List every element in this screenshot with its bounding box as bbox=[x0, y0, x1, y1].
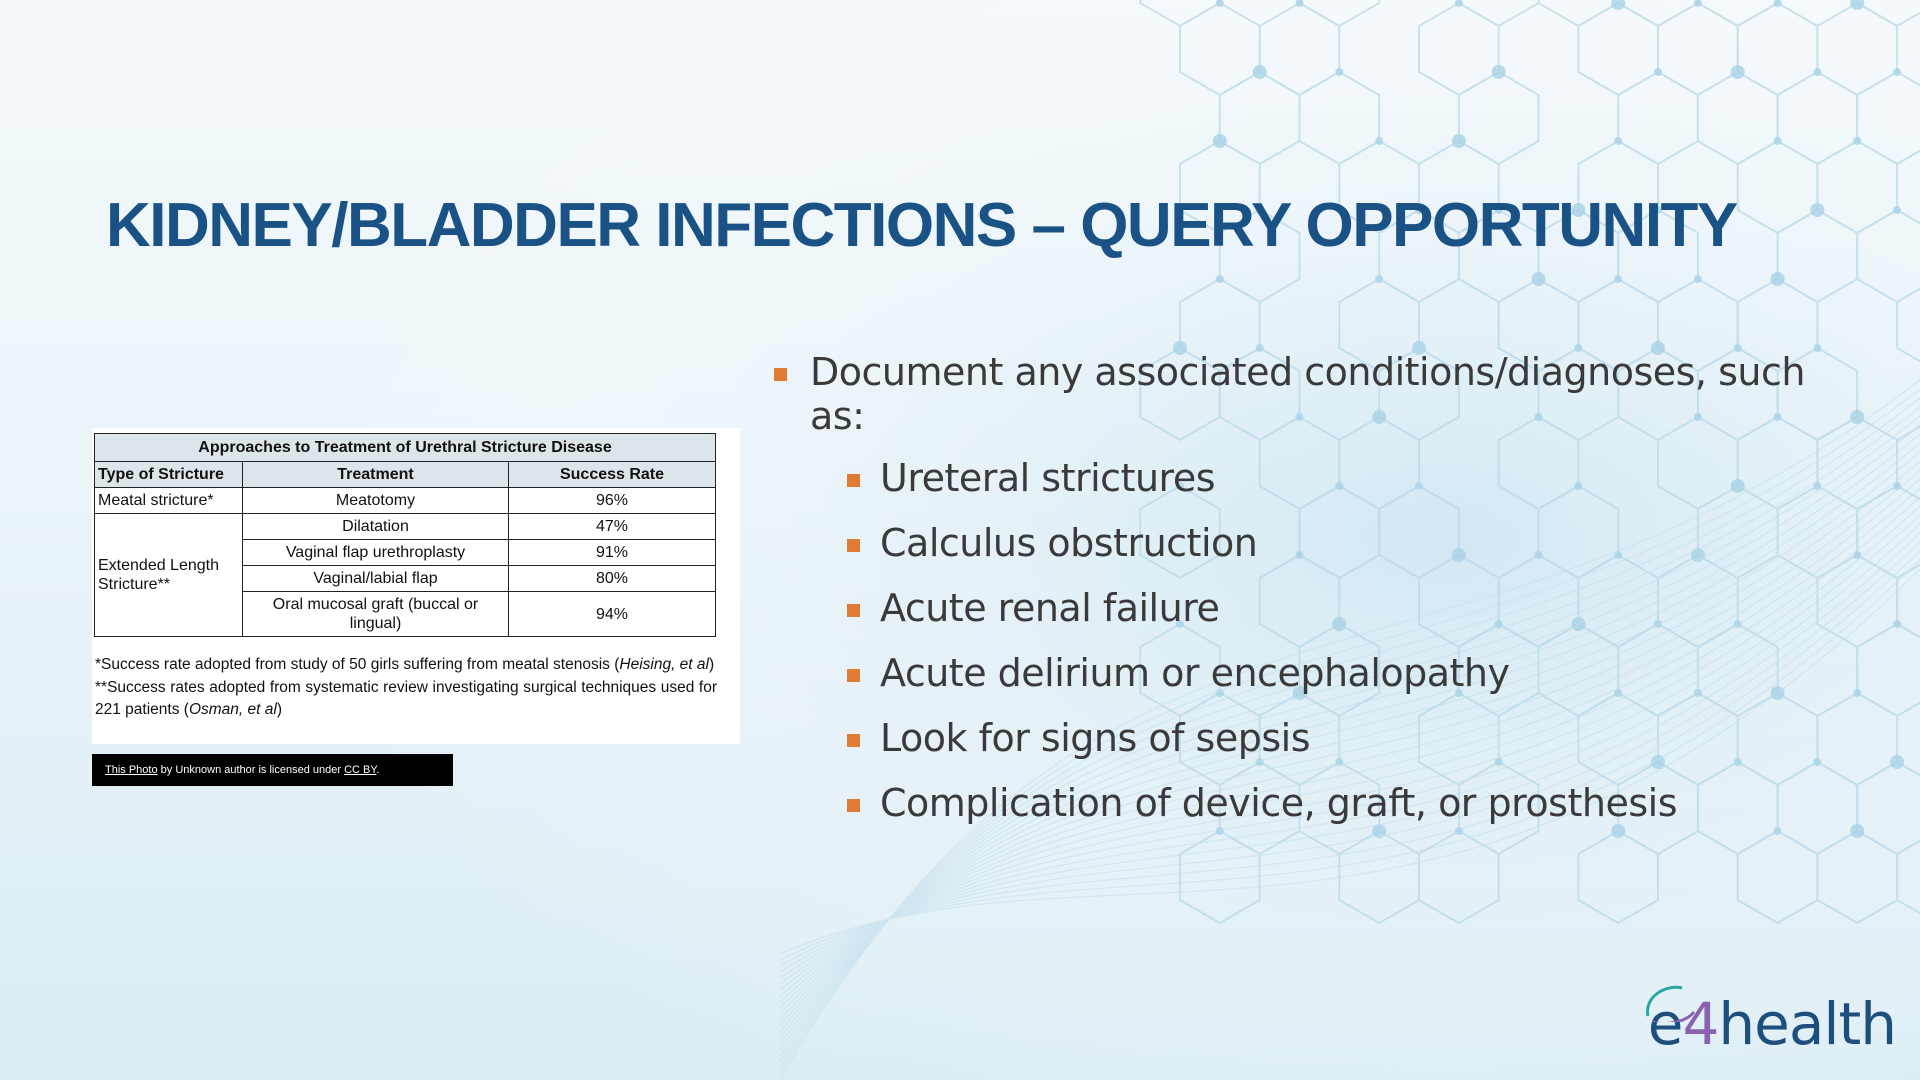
node-dot bbox=[1890, 755, 1904, 769]
table-header-treatment: Treatment bbox=[243, 462, 509, 488]
node-dot bbox=[1614, 137, 1622, 145]
bullet-square-icon bbox=[847, 474, 860, 487]
node-dot bbox=[1850, 824, 1864, 838]
table-cell-type: Extended Length Stricture** bbox=[95, 514, 243, 637]
sub-bullet-text: Acute delirium or encephalopathy bbox=[880, 651, 1510, 695]
sub-bullet-text: Ureteral strictures bbox=[880, 456, 1216, 500]
table-header-rate: Success Rate bbox=[509, 462, 716, 488]
sub-bullet-text: Calculus obstruction bbox=[880, 521, 1258, 565]
footnote-1-text: *Success rate adopted from study of 50 girls suffering from meatal stenosis ( bbox=[95, 656, 620, 673]
node-dot bbox=[1813, 344, 1821, 352]
bullet-square-icon bbox=[774, 368, 787, 381]
license-link[interactable]: CC BY bbox=[344, 764, 377, 776]
sub-bullet bbox=[770, 521, 1810, 565]
node-dot bbox=[1893, 206, 1901, 214]
stricture-table bbox=[94, 433, 716, 637]
sub-bullet-text: Look for signs of sepsis bbox=[880, 716, 1311, 760]
footnote-2 bbox=[95, 677, 717, 722]
table-cell-rate: 94% bbox=[509, 592, 716, 637]
node-dot bbox=[1492, 65, 1506, 79]
node-dot bbox=[1375, 275, 1383, 283]
swoosh-icon bbox=[1642, 982, 1712, 1022]
table-cell-rate: 91% bbox=[509, 540, 716, 566]
bullet-list bbox=[770, 350, 1810, 846]
node-dot bbox=[1893, 620, 1901, 628]
credit-text: by Unknown author is licensed under bbox=[157, 764, 345, 776]
logo-e: e bbox=[1647, 990, 1683, 1058]
node-dot bbox=[1810, 203, 1824, 217]
sub-bullet bbox=[770, 781, 1810, 825]
node-dot bbox=[1452, 134, 1466, 148]
footnote-2-text: **Success rates adopted from systematic review investigating surgical techniques used for 221 patients ( bbox=[95, 678, 717, 718]
e4health-logo bbox=[1648, 990, 1896, 1058]
bullet-square-icon bbox=[847, 539, 860, 552]
sub-bullet bbox=[770, 456, 1810, 500]
node-dot bbox=[1774, 137, 1782, 145]
table-header-type: Type of Stricture bbox=[95, 462, 243, 488]
table-cell-treatment: Meatotomy bbox=[243, 488, 509, 514]
photo-credit bbox=[92, 754, 453, 786]
table-footnotes bbox=[95, 654, 717, 722]
node-dot bbox=[1335, 68, 1343, 76]
bullet-square-icon bbox=[847, 799, 860, 812]
footnote-2-citation: Osman, et al bbox=[188, 701, 277, 718]
photo-link[interactable]: This Photo bbox=[105, 764, 158, 776]
sub-bullet bbox=[770, 586, 1810, 630]
sub-bullet-text: Acute renal failure bbox=[880, 586, 1220, 630]
table-cell-treatment: Vaginal/labial flap bbox=[243, 566, 509, 592]
slide-title: KIDNEY/BLADDER INFECTIONS – QUERY OPPORTUNITY bbox=[106, 191, 1737, 260]
table-caption: Approaches to Treatment of Urethral Stricture Disease bbox=[95, 434, 716, 462]
footnote-1-end: ) bbox=[708, 656, 715, 673]
sub-bullet-text: Complication of device, graft, or prosthesis bbox=[880, 781, 1677, 825]
node-dot bbox=[1694, 275, 1702, 283]
footnote-2-end: ) bbox=[276, 701, 282, 718]
table-row bbox=[95, 514, 716, 540]
bullet-main-text: Document any associated conditions/diagnoses, such as: bbox=[810, 350, 1805, 438]
logo-4: 4 bbox=[1682, 990, 1719, 1058]
node-dot bbox=[1532, 272, 1546, 286]
node-dot bbox=[1771, 272, 1785, 286]
bullet-square-icon bbox=[847, 734, 860, 747]
credit-end: . bbox=[376, 764, 380, 776]
table-cell-treatment: Vaginal flap urethroplasty bbox=[243, 540, 509, 566]
bullet-square-icon bbox=[847, 604, 860, 617]
table-cell-treatment: Oral mucosal graft (buccal or lingual) bbox=[243, 592, 509, 637]
table-cell-treatment: Dilatation bbox=[243, 514, 509, 540]
logo-health: health bbox=[1718, 990, 1896, 1058]
node-dot bbox=[1216, 275, 1224, 283]
bullet-square-icon bbox=[847, 669, 860, 682]
node-dot bbox=[1654, 68, 1662, 76]
footnote-1-citation: Heising, et al bbox=[619, 656, 709, 673]
node-dot bbox=[1614, 275, 1622, 283]
node-dot bbox=[1813, 758, 1821, 766]
node-dot bbox=[1853, 689, 1861, 697]
footnote-1 bbox=[95, 654, 717, 677]
sub-bullet bbox=[770, 651, 1810, 695]
table-row bbox=[95, 488, 716, 514]
stricture-figure bbox=[92, 428, 740, 744]
node-dot bbox=[1213, 134, 1227, 148]
node-dot bbox=[1253, 65, 1267, 79]
node-dot bbox=[1375, 137, 1383, 145]
table-cell-rate: 80% bbox=[509, 566, 716, 592]
node-dot bbox=[1853, 137, 1861, 145]
bullet-main bbox=[770, 350, 1810, 438]
node-dot bbox=[1893, 68, 1901, 76]
node-dot bbox=[1731, 65, 1745, 79]
table-cell-type: Meatal stricture* bbox=[95, 488, 243, 514]
table-cell-rate: 47% bbox=[509, 514, 716, 540]
node-dot bbox=[1813, 68, 1821, 76]
table-cell-rate: 96% bbox=[509, 488, 716, 514]
sub-bullet bbox=[770, 716, 1810, 760]
